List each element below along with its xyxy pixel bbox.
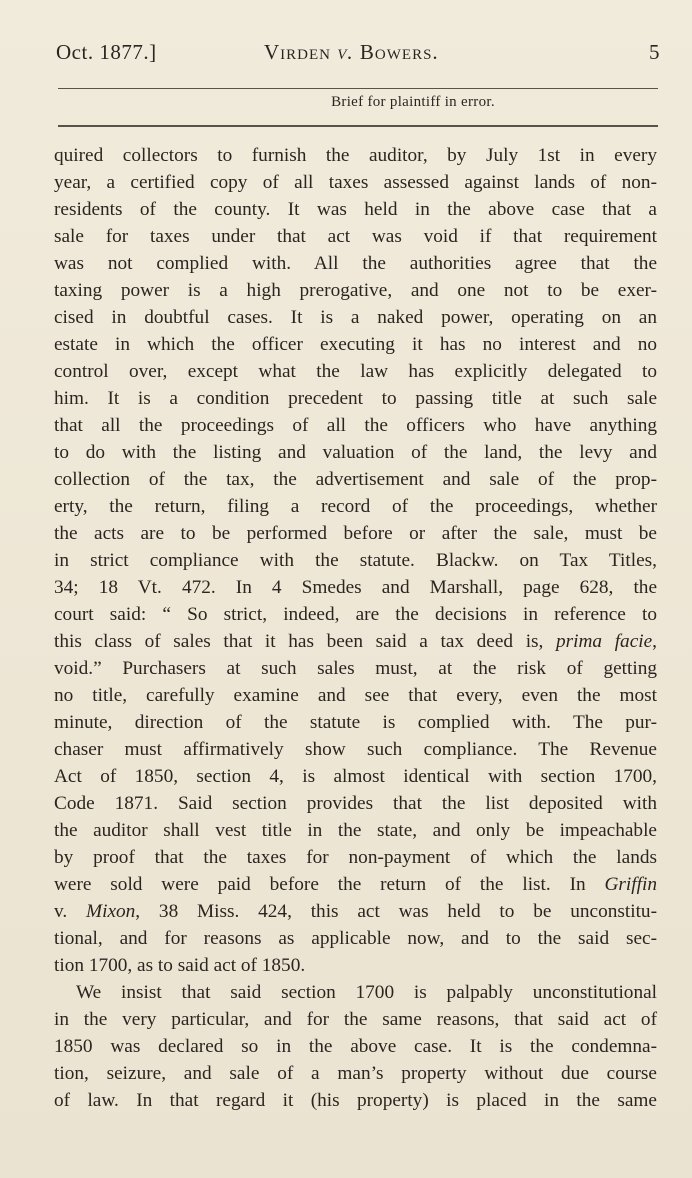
text-run: , 38 Miss. 424, this act was held to be unconstitu- bbox=[135, 901, 657, 922]
text-line: by proof that the taxes for non-payment of which the lands bbox=[54, 847, 657, 868]
brief-subheading: Brief for plaintiff in error. bbox=[331, 94, 495, 110]
text-line: tion, seizure, and sale of a man’s property without due course bbox=[54, 1063, 657, 1084]
text-line: tional, and for reasons as applicable now, and to the said sec- bbox=[54, 928, 657, 949]
text-line: chaser must affirmatively show such compliance. The Revenue bbox=[54, 739, 657, 760]
header-rule-bottom bbox=[58, 125, 658, 127]
text-line: year, a certified copy of all taxes assessed against lands of non- bbox=[54, 172, 657, 193]
prima-facie-italic: prima facie bbox=[556, 631, 653, 652]
text-line: was not complied with. All the authorities agree that the bbox=[54, 253, 657, 274]
text-line: in strict compliance with the statute. Blackw. on Tax Titles, bbox=[54, 550, 657, 571]
text-line: 34; 18 Vt. 472. In 4 Smedes and Marshall, page 628, the bbox=[54, 577, 657, 598]
text-run: were sold were paid before the return of the list. In bbox=[54, 874, 586, 895]
text-line: collection of the tax, the advertisement and sale of the prop- bbox=[54, 469, 657, 490]
text-line: sale for taxes under that act was void if that requirement bbox=[54, 226, 657, 247]
text-line: the auditor shall vest title in the state, and only be impeachable bbox=[54, 820, 657, 841]
text-line-paragraph-start: We insist that said section 1700 is palpably unconstitutional bbox=[76, 982, 657, 1003]
text-line bbox=[54, 898, 657, 925]
text-line bbox=[54, 871, 657, 898]
header-date: Oct. 1877.] bbox=[56, 40, 157, 64]
text-line: control over, except what the law has explicitly delegated to bbox=[54, 361, 657, 382]
text-line: that all the proceedings of all the officers who have anything bbox=[54, 415, 657, 436]
text-line: no title, carefully examine and see that every, even the most bbox=[54, 685, 657, 706]
running-head bbox=[56, 40, 660, 70]
body-text bbox=[54, 142, 657, 1114]
case-defendant: Bowers. bbox=[359, 40, 439, 64]
text-line: to do with the listing and valuation of the land, the levy and bbox=[54, 442, 657, 463]
text-line: estate in which the officer executing it has no interest and no bbox=[54, 334, 657, 355]
header-rule-top bbox=[58, 88, 658, 89]
text-line: cised in doubtful cases. It is a naked power, operating on an bbox=[54, 307, 657, 328]
text-line: in the very particular, and for the same reasons, that said act of bbox=[54, 1009, 657, 1030]
text-line: of law. In that regard it (his property) is placed in the same bbox=[54, 1090, 657, 1111]
case-name-griffin: Griffin bbox=[604, 874, 657, 895]
text-line: void.” Purchasers at such sales must, at the risk of getting bbox=[54, 658, 657, 679]
text-line: the acts are to be performed before or after the sale, must be bbox=[54, 523, 657, 544]
text-line: Act of 1850, section 4, is almost identical with section 1700, bbox=[54, 766, 657, 787]
text-run: this class of sales that it has been said a tax deed is, bbox=[54, 631, 556, 652]
text-line: erty, the return, filing a record of the proceedings, whether bbox=[54, 496, 657, 517]
text-line: Code 1871. Said section provides that the list deposited with bbox=[54, 793, 657, 814]
case-title bbox=[264, 40, 439, 65]
text-line: 1850 was declared so in the above case. It is the condemna- bbox=[54, 1036, 657, 1057]
text-line bbox=[54, 628, 657, 655]
text-line: him. It is a condition precedent to passing title at such sale bbox=[54, 388, 657, 409]
text-line: taxing power is a high prerogative, and one not to be exer- bbox=[54, 280, 657, 301]
text-line: minute, direction of the statute is complied with. The pur- bbox=[54, 712, 657, 733]
case-name-mixon: Mixon bbox=[86, 901, 136, 922]
text-line-paragraph-end: tion 1700, as to said act of 1850. bbox=[54, 955, 306, 976]
case-v-text: v. bbox=[54, 901, 68, 922]
page-number: 5 bbox=[649, 40, 660, 64]
text-line: court said: “ So strict, indeed, are the decisions in reference to bbox=[54, 604, 657, 625]
text-run: , bbox=[652, 631, 657, 652]
case-plaintiff: Virden bbox=[264, 40, 331, 64]
text-line: residents of the county. It was held in the above case that a bbox=[54, 199, 657, 220]
text-line: quired collectors to furnish the auditor, by July 1st in every bbox=[54, 145, 657, 166]
case-v: v. bbox=[337, 40, 354, 64]
